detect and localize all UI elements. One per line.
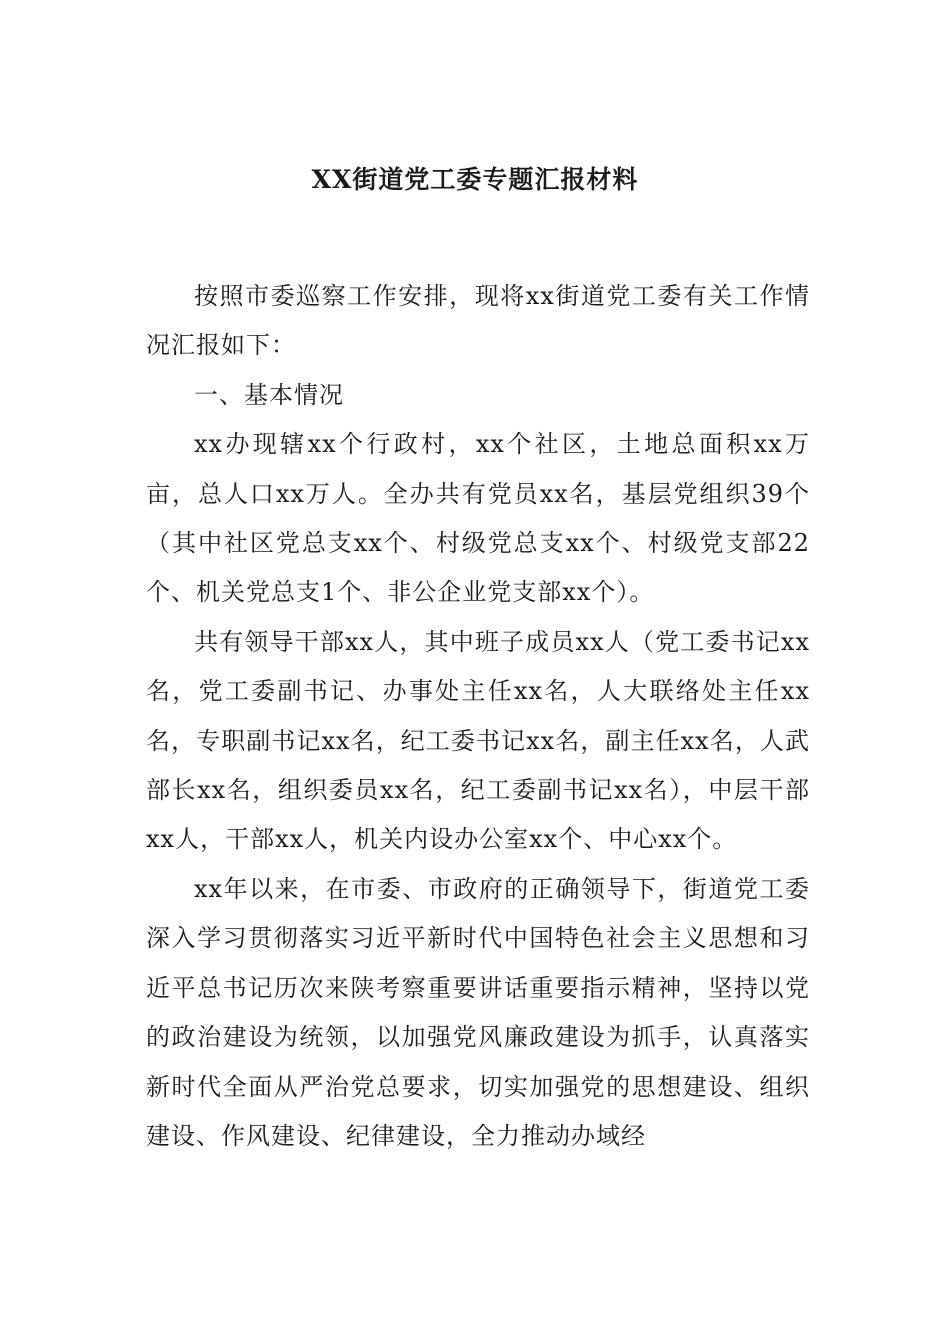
document-title: XX街道党工委专题汇报材料 — [311, 165, 639, 194]
paragraph-intro: 按照市委巡察工作安排，现将xx街道党工委有关工作情况汇报如下： — [146, 282, 810, 360]
paragraph-work-summary: xx年以来，在市委、市政府的正确领导下，街道党工委深入学习贯彻落实习近平新时代中国特色社会主义思想和习近平总书记历次来陕考察重要讲话重要指示精神，坚持以党的政治建设为统领，以加强党风廉政建设为抓手，认真落实新时代全面从严治党总要求，切实加强党的思想建设、组织建设、作风建设、纪律建设，全力推动办域经 — [146, 874, 810, 1150]
section-heading-basic-situation: 一、基本情况 — [194, 380, 344, 409]
document-body — [146, 272, 810, 1161]
paragraph-jurisdiction: xx办现辖xx个行政村，xx个社区，土地总面积xx万亩，总人口xx万人。全办共有党员xx名，基层党组织39个（其中社区党总支xx个、村级党总支xx个、村级党支部22个、机关党总支1个、非公企业党支部xx个）。 — [146, 430, 810, 607]
paragraph-cadres: 共有领导干部xx人，其中班子成员xx人（党工委书记xx名，党工委副书记、办事处主任xx名，人大联络处主任xx名，专职副书记xx名，纪工委书记xx名，副主任xx名，人武部长xx名，组织委员xx名，纪工委副书记xx名），中层干部xx人，干部xx人，机关内设办公室xx个、中心xx个。 — [146, 627, 810, 854]
